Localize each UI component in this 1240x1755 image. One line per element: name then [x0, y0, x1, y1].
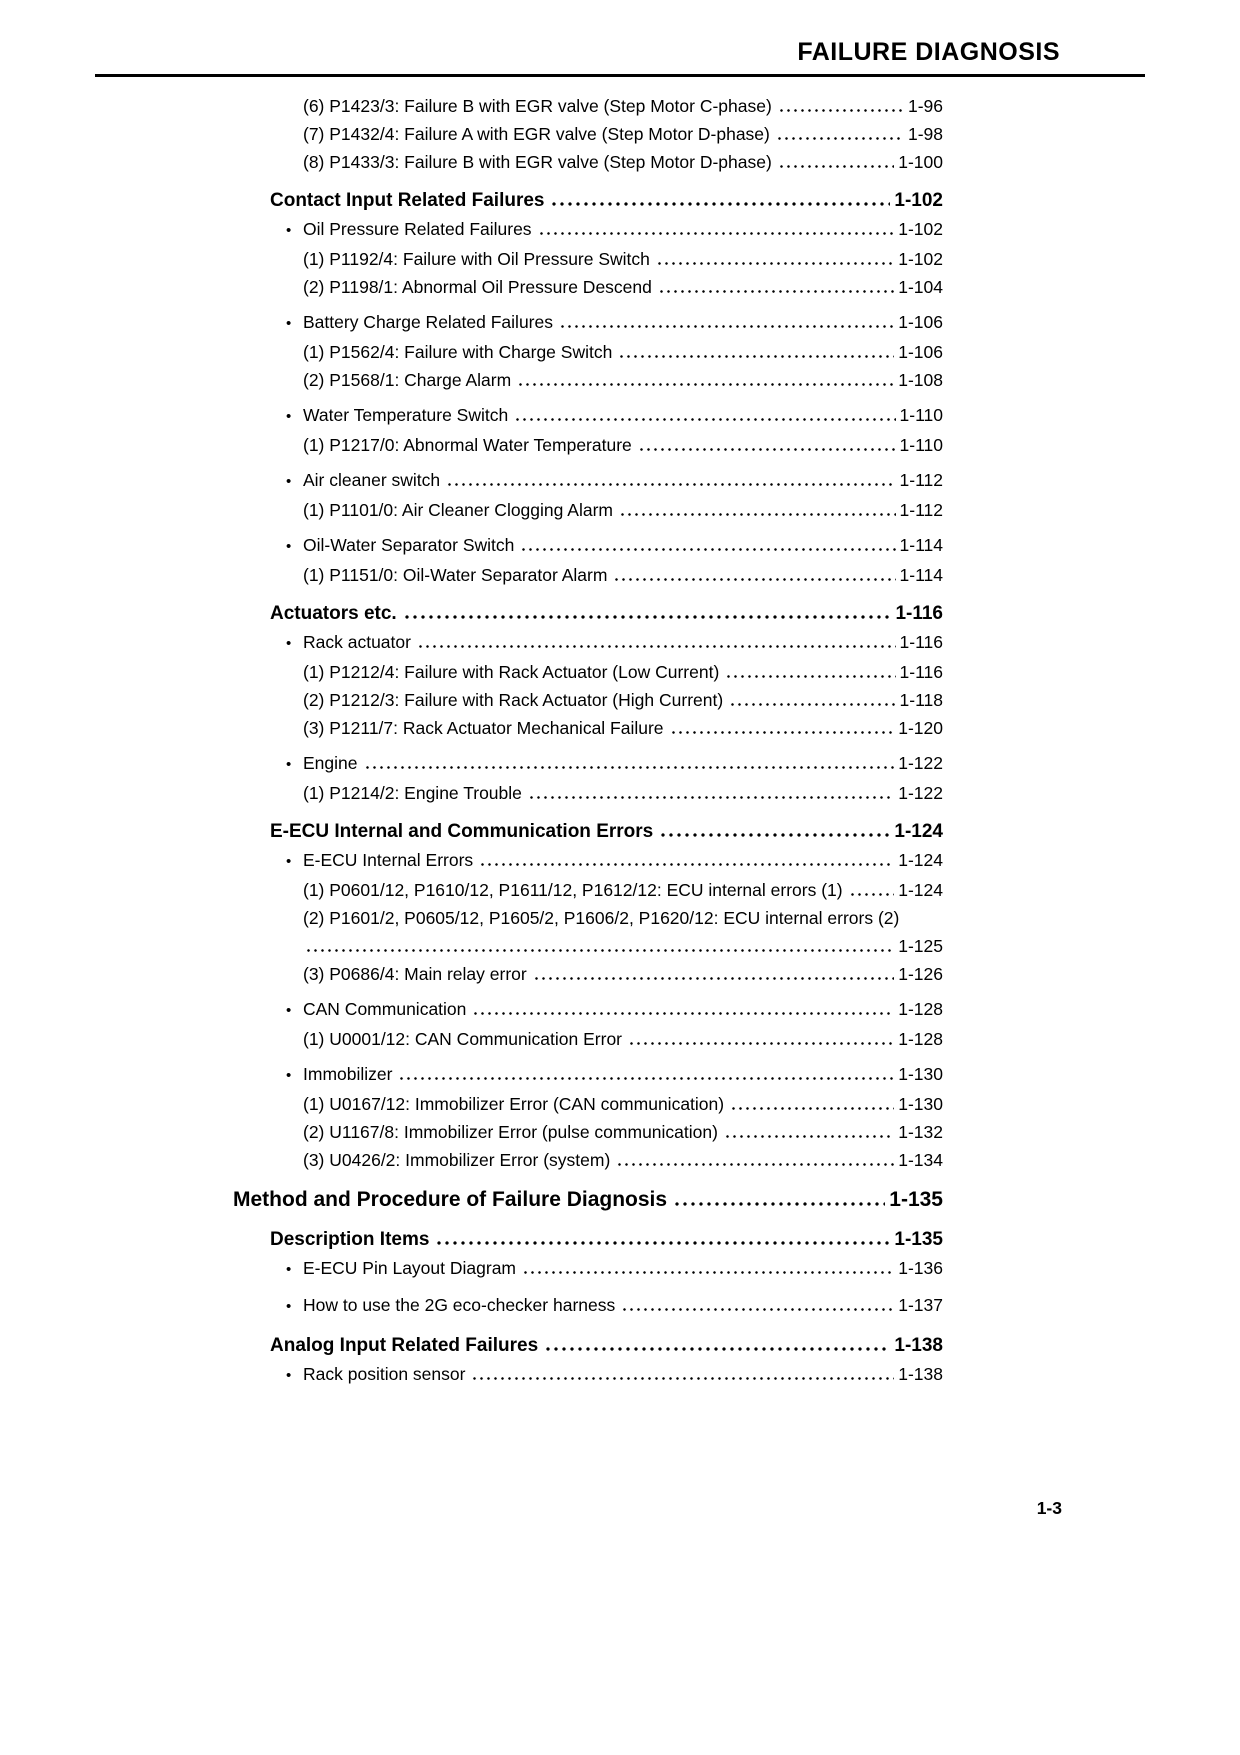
- toc-row: [286, 628, 943, 658]
- toc-entry-label: (7) P1432/4: Failure A with EGR valve (Step Motor D-phase): [303, 124, 770, 144]
- dot-leader: [538, 232, 895, 235]
- bullet-icon: •: [286, 408, 292, 425]
- page-number: 1-96: [907, 96, 943, 116]
- toc-entry-label: Battery Charge Related Failures: [303, 312, 553, 332]
- section-heading: Analog Input Related Failures: [270, 1335, 539, 1356]
- page-number: 1-116: [895, 603, 943, 624]
- dot-leader: [729, 703, 895, 706]
- toc-row: [303, 658, 943, 686]
- dot-leader: [544, 1347, 890, 1351]
- dot-leader: [479, 863, 894, 866]
- toc-entry-label: CAN Communication: [303, 999, 467, 1019]
- page-number: 1-130: [898, 1094, 943, 1114]
- toc-row: [303, 779, 943, 807]
- toc-entry-label: Oil-Water Separator Switch: [303, 535, 515, 555]
- toc-row: [303, 120, 943, 148]
- dot-leader: [658, 290, 894, 293]
- toc-entry-label: E-ECU Pin Layout Diagram: [303, 1258, 516, 1278]
- dot-leader: [471, 1377, 894, 1380]
- page-number: 1-137: [898, 1295, 943, 1315]
- toc-entry-label: (1) P1214/2: Engine Trouble: [303, 783, 522, 803]
- page-number: 1-98: [907, 124, 943, 144]
- toc-entry-label: (1) P1212/4: Failure with Rack Actuator (Low Current): [303, 662, 720, 682]
- page-number: 1-138: [894, 1335, 943, 1356]
- toc-row: [303, 960, 943, 988]
- page-number: 1-122: [898, 753, 943, 773]
- toc-entry-label: Water Temperature Switch: [303, 405, 509, 425]
- toc-entry-label: (1) U0167/12: Immobilizer Error (CAN communication): [303, 1094, 725, 1114]
- dot-leader: [638, 448, 896, 451]
- dot-leader: [673, 1202, 885, 1206]
- toc-entry-label: (2) U1167/8: Immobilizer Error (pulse communication): [303, 1122, 718, 1142]
- toc-row: [303, 338, 943, 366]
- bullet-icon: •: [286, 1261, 292, 1278]
- toc-entry-label: (2) P1212/3: Failure with Rack Actuator (High Current): [303, 690, 724, 710]
- toc-entry-label: (1) P1192/4: Failure with Oil Pressure Switch: [303, 249, 650, 269]
- toc-entry-label: (2) P1568/1: Charge Alarm: [303, 370, 512, 390]
- toc-row: [286, 1254, 943, 1284]
- toc-row: [286, 401, 943, 431]
- dot-leader: [670, 731, 895, 734]
- toc-row: [303, 686, 943, 714]
- toc-row: [233, 1185, 943, 1215]
- toc-row: [286, 749, 943, 779]
- page-number: 1-130: [898, 1064, 943, 1084]
- header-rule: [95, 74, 1145, 77]
- toc-row: [270, 818, 943, 846]
- section-heading: Description Items: [270, 1229, 430, 1250]
- bullet-icon: •: [286, 473, 292, 490]
- toc-entry-label: Rack position sensor: [303, 1364, 466, 1384]
- toc-row: [303, 1118, 943, 1146]
- dot-leader: [628, 1042, 894, 1045]
- toc-entry-label: (3) U0426/2: Immobilizer Error (system): [303, 1150, 611, 1170]
- page-number: 1-124: [898, 880, 943, 900]
- page-number: 1-120: [898, 718, 943, 738]
- page-number: 1-116: [899, 662, 943, 682]
- section-heading: E-ECU Internal and Communication Errors: [270, 821, 654, 842]
- toc-entry-label: (2) P1601/2, P0605/12, P1605/2, P1606/2, P1620/12: ECU internal errors (2): [303, 908, 900, 928]
- toc-row: [286, 308, 943, 338]
- toc-entry-label: Rack actuator: [303, 632, 411, 652]
- toc-entry-label: E-ECU Internal Errors: [303, 850, 474, 870]
- toc-entry-label: How to use the 2G eco-checker harness: [303, 1295, 616, 1315]
- page-number: 1-138: [898, 1364, 943, 1384]
- page-number: 1-108: [898, 370, 943, 390]
- dot-leader: [559, 325, 894, 328]
- page-title: FAILURE DIAGNOSIS: [797, 38, 1060, 66]
- page-number: 1-110: [899, 405, 943, 425]
- dot-leader: [613, 578, 895, 581]
- dot-leader: [776, 137, 904, 140]
- toc-list: [233, 92, 943, 1390]
- toc-row: [270, 1226, 943, 1254]
- toc-row: [303, 1025, 943, 1053]
- toc-row: [303, 273, 943, 301]
- page-number: 1-136: [898, 1258, 943, 1278]
- toc-entry-label: Oil Pressure Related Failures: [303, 219, 532, 239]
- page-number: 1-114: [899, 535, 943, 555]
- toc-row: [270, 600, 943, 628]
- page-number: 1-128: [898, 1029, 943, 1049]
- dot-leader: [522, 1271, 894, 1274]
- page-number: 1-100: [898, 152, 943, 172]
- toc-row: [303, 1090, 943, 1118]
- page-number: 1-116: [899, 632, 943, 652]
- toc-row: [286, 466, 943, 496]
- bullet-icon: •: [286, 853, 292, 870]
- section-heading: Contact Input Related Failures: [270, 190, 545, 211]
- page-header: [95, 38, 1145, 77]
- toc-row: [303, 148, 943, 176]
- dot-leader: [398, 1077, 894, 1080]
- toc-row-continuation: [303, 932, 943, 960]
- dot-leader: [520, 548, 895, 551]
- toc-entry-label: (1) P0601/12, P1610/12, P1611/12, P1612/12: ECU internal errors (1): [303, 880, 843, 900]
- page-number: 1-106: [898, 312, 943, 332]
- bullet-icon: •: [286, 1298, 292, 1315]
- dot-leader: [364, 766, 895, 769]
- page-number: 1-102: [894, 190, 943, 211]
- toc-row: [286, 846, 943, 876]
- dot-leader: [517, 383, 894, 386]
- page-number: 1-118: [899, 690, 943, 710]
- footer-page-number: 1-3: [1036, 1498, 1062, 1518]
- toc-entry-label: (1) P1151/0: Oil-Water Separator Alarm: [303, 565, 608, 585]
- page-number: 1-102: [898, 249, 943, 269]
- toc-entry-label: (3) P0686/4: Main relay error: [303, 964, 527, 984]
- toc-row: [303, 561, 943, 589]
- page-number: 1-124: [898, 850, 943, 870]
- page-number: 1-125: [898, 936, 943, 956]
- page-number: 1-132: [898, 1122, 943, 1142]
- dot-leader: [659, 833, 890, 837]
- page-number: 1-128: [898, 999, 943, 1019]
- toc-row: [286, 531, 943, 561]
- dot-leader: [656, 262, 894, 265]
- dot-leader: [849, 893, 895, 896]
- page-number: 1-106: [898, 342, 943, 362]
- toc-entry-label: (3) P1211/7: Rack Actuator Mechanical Failure: [303, 718, 664, 738]
- toc-entry-label: Air cleaner switch: [303, 470, 441, 490]
- dot-leader: [435, 1241, 890, 1245]
- page-number: 1-135: [889, 1188, 943, 1211]
- toc-row: [303, 904, 943, 932]
- page-number: 1-102: [898, 219, 943, 239]
- page-number: 1-104: [898, 277, 943, 297]
- toc-row: [270, 187, 943, 215]
- dot-leader: [724, 1135, 894, 1138]
- toc-row: [303, 496, 943, 524]
- toc-entry-label: (1) P1101/0: Air Cleaner Clogging Alarm: [303, 500, 613, 520]
- toc-entry-label: (6) P1423/3: Failure B with EGR valve (Step Motor C-phase): [303, 96, 772, 116]
- page-number: 1-135: [894, 1229, 943, 1250]
- page-number: 1-114: [899, 565, 943, 585]
- toc-row: [303, 1146, 943, 1174]
- page-number: 1-112: [899, 500, 943, 520]
- toc-row: [286, 995, 943, 1025]
- dot-leader: [528, 796, 894, 799]
- toc-row: [303, 431, 943, 459]
- dot-leader: [514, 418, 895, 421]
- toc-entry-label: (1) U0001/12: CAN Communication Error: [303, 1029, 623, 1049]
- bullet-icon: •: [286, 635, 292, 652]
- chapter-heading: Method and Procedure of Failure Diagnosis: [233, 1188, 668, 1211]
- dot-leader: [618, 355, 894, 358]
- page-number: 1-122: [898, 783, 943, 803]
- bullet-icon: •: [286, 1367, 292, 1384]
- toc-row: [286, 1291, 943, 1321]
- dot-leader: [621, 1308, 894, 1311]
- toc-row: [303, 876, 943, 904]
- toc-row: [286, 1060, 943, 1090]
- dot-leader: [778, 165, 894, 168]
- dot-leader: [305, 949, 894, 952]
- dot-leader: [619, 513, 896, 516]
- bullet-icon: •: [286, 756, 292, 773]
- toc-row: [286, 1360, 943, 1390]
- page-number: 1-112: [899, 470, 943, 490]
- toc-row: [303, 92, 943, 120]
- toc-row: [303, 366, 943, 394]
- toc-entry-label: (2) P1198/1: Abnormal Oil Pressure Descend: [303, 277, 652, 297]
- toc-row: [286, 215, 943, 245]
- toc-entry-label: (1) P1217/0: Abnormal Water Temperature: [303, 435, 632, 455]
- toc-row: [303, 714, 943, 742]
- dot-leader: [725, 675, 895, 678]
- dot-leader: [730, 1107, 894, 1110]
- toc-entry-label: (1) P1562/4: Failure with Charge Switch: [303, 342, 613, 362]
- dot-leader: [533, 977, 895, 980]
- dot-leader: [550, 202, 890, 206]
- dot-leader: [616, 1163, 894, 1166]
- page-number: 1-126: [898, 964, 943, 984]
- bullet-icon: •: [286, 222, 292, 239]
- dot-leader: [472, 1012, 894, 1015]
- page-number: 1-110: [899, 435, 943, 455]
- dot-leader: [403, 615, 892, 619]
- toc-entry-label: Engine: [303, 753, 358, 773]
- bullet-icon: •: [286, 1067, 292, 1084]
- page-number: 1-134: [898, 1150, 943, 1170]
- bullet-icon: •: [286, 538, 292, 555]
- toc-row: [270, 1332, 943, 1360]
- dot-leader: [446, 483, 895, 486]
- toc-entry-label: (8) P1433/3: Failure B with EGR valve (Step Motor D-phase): [303, 152, 772, 172]
- bullet-icon: •: [286, 1002, 292, 1019]
- page-number: 1-124: [894, 821, 943, 842]
- bullet-icon: •: [286, 315, 292, 332]
- toc-row: [303, 245, 943, 273]
- toc-entry-label: Immobilizer: [303, 1064, 393, 1084]
- section-heading: Actuators etc.: [270, 603, 397, 624]
- dot-leader: [417, 645, 896, 648]
- dot-leader: [778, 109, 904, 112]
